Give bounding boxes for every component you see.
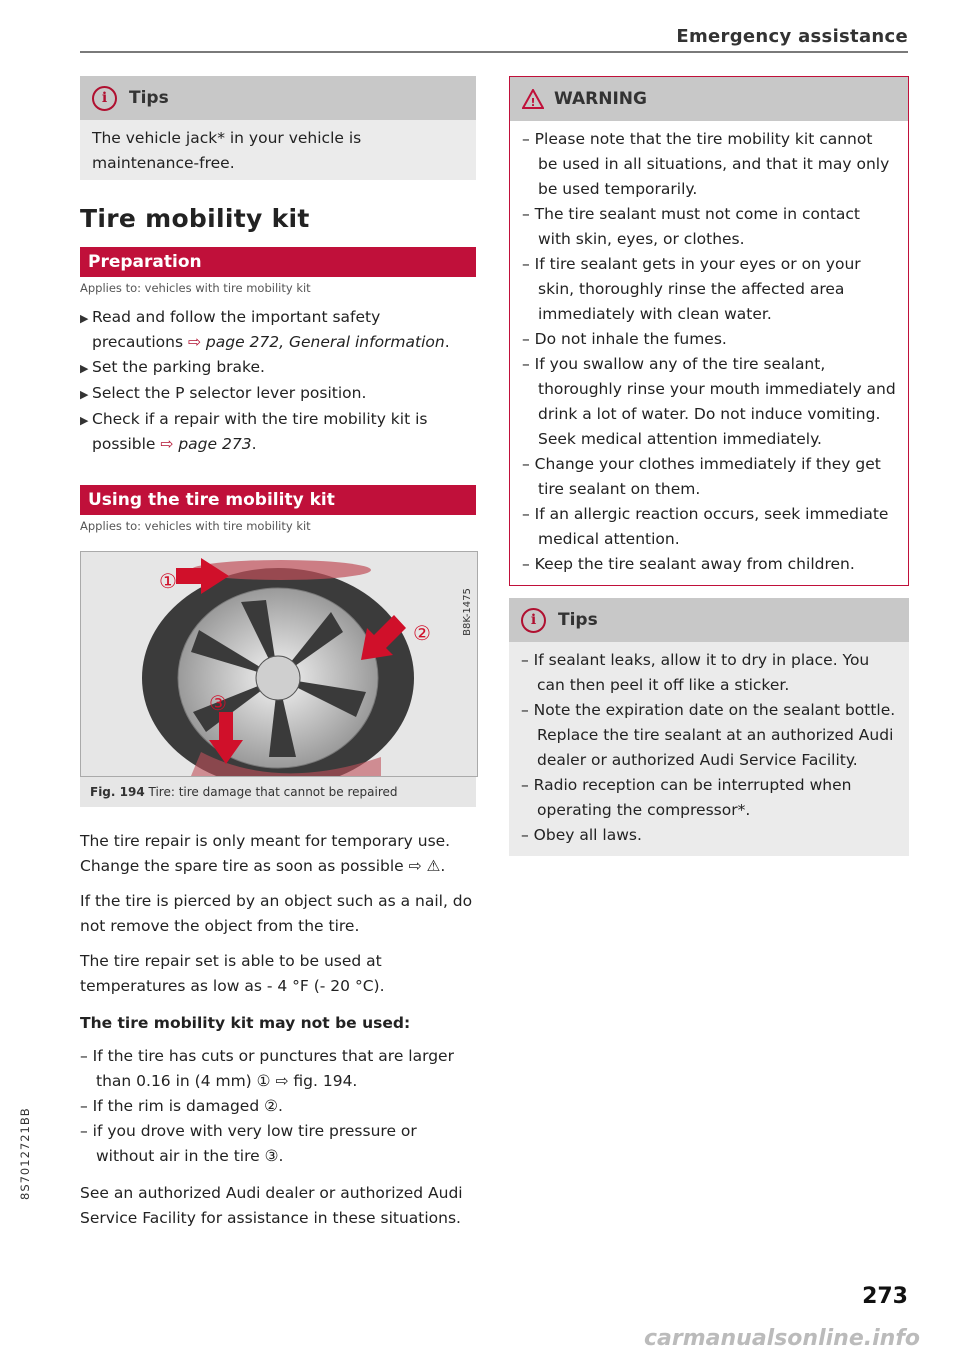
paragraph: The tire repair is only meant for temporary use. Change the spare tire as soon as possible ⇨ ⚠. (80, 832, 451, 875)
step-item (80, 355, 476, 381)
list-item: – Please note that the tire mobility kit cannot be used in all situations, and that it may only be used temporarily. (522, 130, 890, 198)
list-item: – Keep the tire sealant away from children. (522, 555, 855, 573)
list-item: – If you swallow any of the tire sealant, thoroughly rinse your mouth immediately and drink a lot of water. Do not induce vomiting. Seek medical attention immediately. (522, 355, 896, 448)
tips-list (521, 648, 897, 848)
list-item: – Note the expiration date on the sealant bottle. Replace the tire sealant at an authorized Audi dealer or authorized Audi Service Facility. (521, 701, 896, 769)
figure-label: Fig. 194 (90, 785, 145, 799)
warning-heading: WARNING (554, 89, 647, 109)
document-code: 8S7012721BB (18, 1107, 32, 1200)
step-item (80, 381, 476, 407)
tips-box-jack (80, 76, 476, 180)
figure-194 (80, 551, 478, 777)
arrow-icon: ⇨ (160, 435, 174, 453)
tips-text: The vehicle jack* in your vehicle is maintenance-free. (92, 129, 362, 172)
warning-list (522, 127, 896, 577)
figure-code: B8K-1475 (462, 588, 473, 636)
paragraph: The tire repair set is able to be used at temperatures as low as - 4 °F (- 20 °C). (80, 952, 385, 995)
list-item: – Change your clothes immediately if they get tire sealant on them. (522, 455, 881, 498)
svg-text:!: ! (530, 96, 536, 109)
callout-1: ① (159, 569, 177, 593)
preparation-steps (80, 305, 476, 457)
step-punct: . (444, 333, 450, 351)
page-number: 273 (862, 1284, 908, 1309)
list-item: – The tire sealant must not come in contact with skin, eyes, or clothes. (522, 205, 860, 248)
closing-paragraph: See an authorized Audi dealer or authorized Audi Service Facility for assistance in these situations. (80, 1184, 463, 1227)
figure-caption (80, 777, 476, 807)
step-text: Check if a repair with the tire mobility kit is possible (92, 410, 428, 453)
watermark: carmanualsonline.info (644, 1326, 920, 1351)
page-title: Tire mobility kit (80, 204, 310, 233)
tips-header (80, 76, 476, 120)
page-ref-link[interactable]: page 273 (178, 435, 252, 453)
section-title: Emergency assistance (676, 26, 908, 47)
list-item: – if you drove with very low tire pressure or without air in the tire ③. (80, 1122, 417, 1165)
using-kit-heading: Using the tire mobility kit (80, 485, 476, 515)
info-icon: i (521, 608, 546, 633)
header-rule (80, 51, 908, 53)
applies-to-note: Applies to: vehicles with tire mobility kit (80, 519, 311, 533)
step-text: Select the P selector lever position. (92, 384, 367, 402)
step-punct: . (251, 435, 257, 453)
list-item: – If an allergic reaction occurs, seek immediate medical attention. (522, 505, 889, 548)
paragraph: If the tire is pierced by an object such as a nail, do not remove the object from the tire. (80, 892, 473, 935)
warning-triangle-icon (522, 89, 544, 109)
tire-damage-illustration (81, 552, 477, 776)
triangle-bullet-icon: ▶ (80, 312, 89, 325)
figure-caption-text: Tire: tire damage that cannot be repaired (148, 785, 398, 799)
warning-header (510, 77, 908, 121)
list-item: – Do not inhale the fumes. (522, 330, 727, 348)
step-item (80, 305, 476, 355)
using-kit-body (80, 829, 476, 1231)
callout-3: ③ (209, 691, 227, 715)
tips-heading: Tips (129, 88, 169, 108)
callout-2: ② (413, 621, 431, 645)
tips-header (509, 598, 909, 642)
not-used-heading: The tire mobility kit may not be used: (80, 1014, 411, 1032)
step-text: Read and follow the important safety precautions (92, 308, 381, 351)
info-icon: i (92, 86, 117, 111)
arrow-icon: ⇨ (187, 333, 201, 351)
applies-to-note: Applies to: vehicles with tire mobility kit (80, 281, 311, 295)
list-item: – Obey all laws. (521, 826, 642, 844)
hub (256, 656, 300, 700)
not-used-list (80, 1044, 476, 1169)
tips-box-sealant (509, 598, 909, 856)
left-column (80, 76, 476, 1241)
list-item: – If sealant leaks, allow it to dry in place. You can then peel it off like a sticker. (521, 651, 870, 694)
right-column (509, 76, 909, 856)
triangle-bullet-icon: ▶ (80, 362, 89, 375)
list-item: – If the tire has cuts or punctures that are larger than 0.16 in (4 mm) ① ⇨ fig. 194. (80, 1047, 454, 1090)
list-item: – Radio reception can be interrupted when operating the compressor*. (521, 776, 852, 819)
step-text: Set the parking brake. (92, 358, 265, 376)
list-item: – If tire sealant gets in your eyes or on your skin, thoroughly rinse the affected area immediately with clean water. (522, 255, 861, 323)
triangle-bullet-icon: ▶ (80, 414, 89, 427)
warning-box (509, 76, 909, 586)
tips-heading: Tips (558, 610, 598, 630)
page-ref-link[interactable]: page 272, General information (205, 333, 445, 351)
step-item (80, 407, 476, 457)
list-item: – If the rim is damaged ②. (80, 1097, 283, 1115)
triangle-bullet-icon: ▶ (80, 388, 89, 401)
preparation-heading: Preparation (80, 247, 476, 277)
